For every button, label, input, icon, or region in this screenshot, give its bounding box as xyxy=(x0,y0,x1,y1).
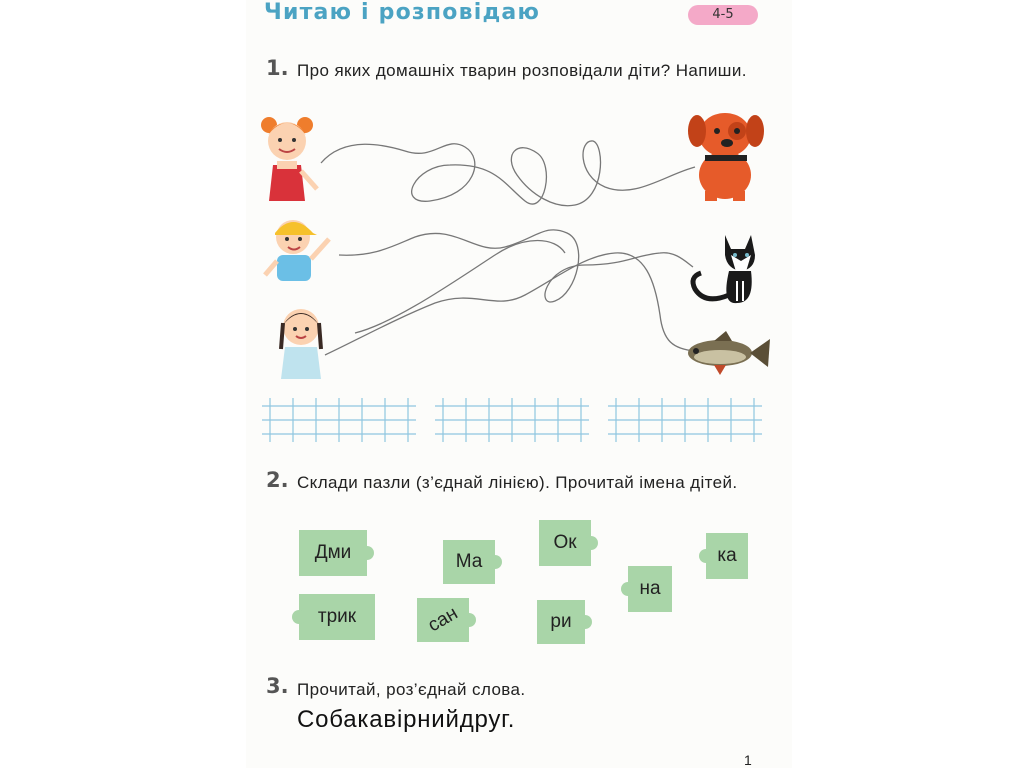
puzzle-knob xyxy=(360,546,374,560)
puzzle-piece-label: сан xyxy=(424,602,462,637)
puzzle-piece-dmy[interactable] xyxy=(299,530,367,576)
writing-grid-segment-3[interactable] xyxy=(608,398,762,442)
puzzle-knob xyxy=(488,555,502,569)
merged-words-sentence: Собакавірнийдруг. xyxy=(297,706,516,733)
girl-dark-hair-image xyxy=(281,309,321,379)
page-number: 1 xyxy=(744,752,752,768)
page-title: Читаю і розповідаю xyxy=(264,0,541,25)
writing-grid[interactable] xyxy=(262,396,762,444)
puzzle-piece-label: Ок xyxy=(553,532,577,553)
puzzle-piece-ma[interactable] xyxy=(443,540,495,584)
cat-image xyxy=(693,235,755,303)
task2-text: Склади пазли (з’єднай лінією). Прочитай імена дітей. xyxy=(297,473,738,492)
task1-text: Про яких домашніх тварин розповідали діти? Напиши. xyxy=(297,61,747,80)
puzzle-piece-ka[interactable] xyxy=(706,533,748,579)
page-range-badge: 4-5 xyxy=(688,5,758,25)
fish-image xyxy=(688,331,770,375)
puzzle-piece-san[interactable] xyxy=(417,598,469,642)
puzzle-knob xyxy=(621,582,635,596)
puzzle-piece-label: Ма xyxy=(455,551,483,572)
boy-yellow-cap-image xyxy=(265,220,329,281)
writing-grid-segment-1[interactable] xyxy=(262,398,416,442)
puzzle-piece-label: на xyxy=(639,578,661,599)
puzzle-piece-ry[interactable] xyxy=(537,600,585,644)
puzzle-piece-label: трик xyxy=(317,606,357,627)
tangled-lines xyxy=(321,141,695,355)
dog-image xyxy=(688,113,764,201)
puzzle-knob xyxy=(462,613,476,627)
puzzle-piece-label: ри xyxy=(550,611,572,632)
girl-red-dress-image xyxy=(261,117,317,201)
puzzle-knob xyxy=(292,610,306,624)
puzzle-piece-ok[interactable] xyxy=(539,520,591,566)
task3-text: Прочитай, роз’єднай слова. xyxy=(297,680,526,699)
puzzle-piece-tryk[interactable] xyxy=(299,594,375,640)
writing-grid-segment-2[interactable] xyxy=(435,398,589,442)
puzzle-knob xyxy=(578,615,592,629)
task2-number: 2. xyxy=(266,468,289,492)
matching-illustration xyxy=(255,105,775,390)
puzzle-knob xyxy=(699,549,713,563)
task3-number: 3. xyxy=(266,674,289,698)
puzzle-piece-label: ка xyxy=(717,545,737,566)
puzzle-piece-na[interactable] xyxy=(628,566,672,612)
puzzle-piece-label: Дми xyxy=(314,542,352,563)
task1-number: 1. xyxy=(266,56,289,80)
puzzle-knob xyxy=(584,536,598,550)
